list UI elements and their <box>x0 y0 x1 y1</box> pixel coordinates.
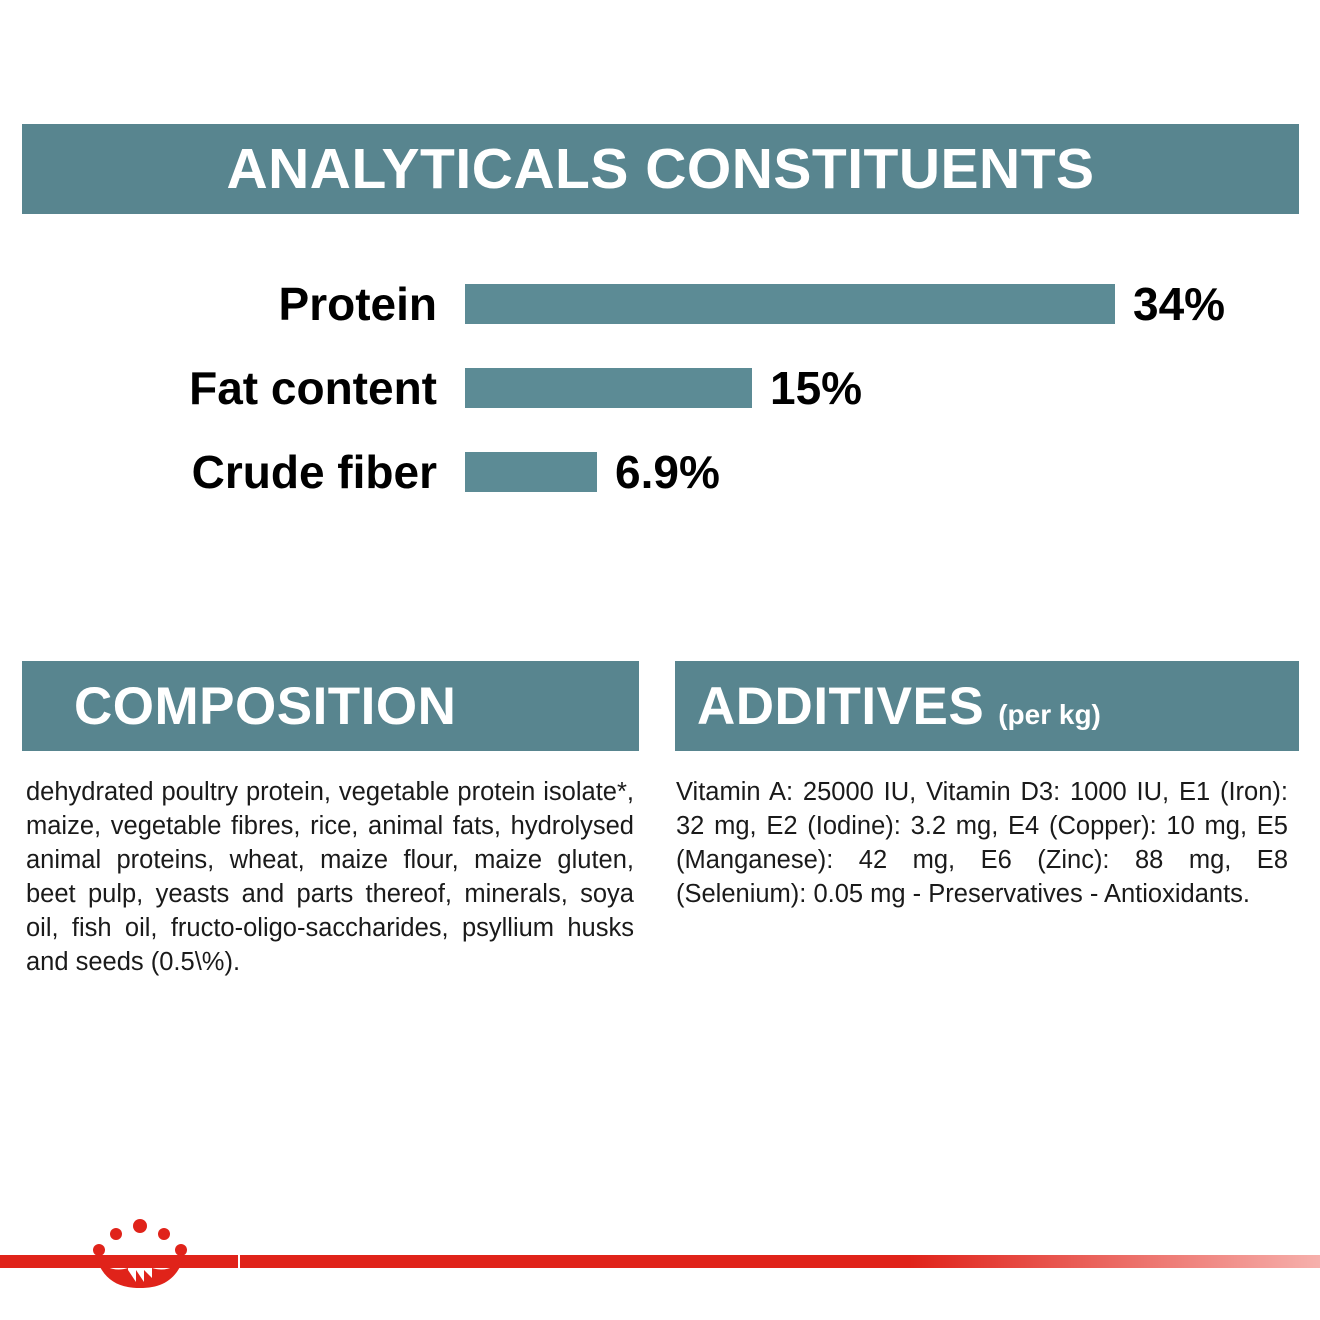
chart-track-crude-fiber <box>465 446 1300 498</box>
chart-bar-protein <box>465 284 1115 324</box>
chart-bar-fat-content <box>465 368 752 408</box>
additives-header <box>675 661 1299 751</box>
brand-strip-right-line <box>240 1255 1320 1268</box>
analyticals-constituents-title: ANALYTICALS CONSTITUENTS <box>226 136 1095 201</box>
chart-value-fat-content: 15% <box>770 362 863 414</box>
chart-label-fat-content: Fat content <box>189 362 437 414</box>
nutrient-bar-chart <box>60 262 1300 514</box>
chart-value-protein: 34% <box>1133 278 1226 330</box>
additives-title: ADDITIVES <box>697 676 985 736</box>
chart-label-crude-fiber: Crude fiber <box>191 446 437 498</box>
chart-row-protein <box>60 262 1300 346</box>
composition-title: COMPOSITION <box>74 676 457 736</box>
chart-value-crude-fiber: 6.9% <box>615 446 720 498</box>
chart-track-protein <box>465 278 1300 330</box>
chart-label-protein: Protein <box>278 278 437 330</box>
chart-track-fat-content <box>465 362 1300 414</box>
composition-header <box>22 661 639 751</box>
chart-row-crude-fiber <box>60 430 1300 514</box>
chart-bar-crude-fiber <box>465 452 597 492</box>
chart-row-fat-content <box>60 346 1300 430</box>
royal-canin-crown-logo <box>90 1218 190 1292</box>
analyticals-constituents-header <box>22 124 1299 214</box>
additives-text: Vitamin A: 25000 IU, Vitamin D3: 1000 IU, E1 (Iron): 32 mg, E2 (Iodine): 3.2 mg, E4 (Copper): 10 mg, E5 (Manganese): 42 mg, E6 (Zinc): 88 mg, E8 (Selenium): 0.05 mg - Preservatives - Antioxidants. <box>676 778 1288 908</box>
additives-subtitle: (per kg) <box>998 699 1101 730</box>
composition-text: dehydrated poultry protein, vegetable protein isolate*, maize, vegetable fibres, rice, animal fats, hydrolysed animal proteins, wheat, maize flour, maize gluten, beet pulp, yeasts and parts thereof, minerals, soya oil, fish oil, fructo-oligo-saccharides, psyllium husks and seeds (0.5\%). <box>26 778 634 976</box>
brand-strip <box>0 1246 1320 1276</box>
